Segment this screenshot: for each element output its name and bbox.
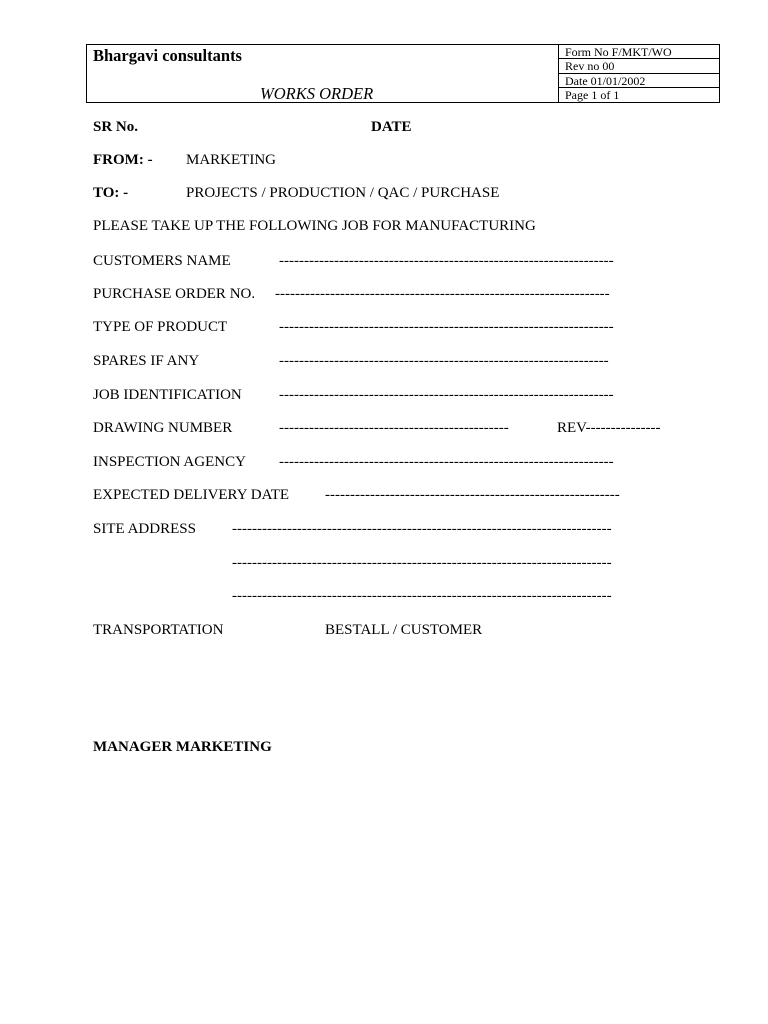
inspection-agency-label: INSPECTION AGENCY [93,454,246,470]
transportation-value: BESTALL / CUSTOMER [325,622,483,638]
manager-marketing-signature: MANAGER MARKETING [93,739,272,755]
date-label: DATE [371,119,412,135]
job-identification-blank: ------------------------------------------------------------------- [279,387,614,403]
purchase-order-blank: ------------------------------------------------------------------- [275,286,610,302]
spares-label: SPARES IF ANY [93,353,200,369]
type-of-product-blank: ------------------------------------------------------------------- [279,319,614,335]
spares-blank: ------------------------------------------------------------------ [279,353,609,369]
rev-label: REV--------------- [557,420,661,436]
to-value: PROJECTS / PRODUCTION / QAC / PURCHASE [186,185,500,201]
purchase-order-label: PURCHASE ORDER NO. [93,286,256,302]
customers-name-label: CUSTOMERS NAME [93,253,231,269]
type-of-product-label: TYPE OF PRODUCT [93,319,228,335]
form-number: Form No F/MKT/WO [559,45,719,59]
expected-delivery-label: EXPECTED DELIVERY DATE [93,487,290,503]
customers-name-blank: ------------------------------------------------------------------- [279,253,614,269]
transportation-label: TRANSPORTATION [93,622,224,638]
drawing-number-label: DRAWING NUMBER [93,420,233,436]
site-address-blank-3: ---------------------------------------------------------------------------- [232,588,612,604]
inspection-agency-blank: ------------------------------------------------------------------- [279,454,614,470]
sr-no-label: SR No. [93,119,139,135]
site-address-label: SITE ADDRESS [93,521,196,537]
form-title: WORKS ORDER [260,84,374,103]
site-address-blank-1: ---------------------------------------------------------------------------- [232,521,612,537]
form-date: Date 01/01/2002 [559,74,719,88]
company-name: Bhargavi consultants [93,46,242,65]
header-left [87,45,559,102]
from-label: FROM: - [93,152,153,168]
revision-number: Rev no 00 [559,59,719,73]
drawing-number-blank: ---------------------------------------------- [279,420,509,436]
instruction-text: PLEASE TAKE UP THE FOLLOWING JOB FOR MANUFACTURING [93,218,536,234]
header-box [86,44,720,103]
form-meta [559,45,719,102]
expected-delivery-blank: ----------------------------------------------------------- [325,487,620,503]
page-number: Page 1 of 1 [565,87,620,102]
site-address-blank-2: ---------------------------------------------------------------------------- [232,555,612,571]
to-label: TO: - [93,185,129,201]
from-value: MARKETING [186,152,276,168]
job-identification-label: JOB IDENTIFICATION [93,387,242,403]
